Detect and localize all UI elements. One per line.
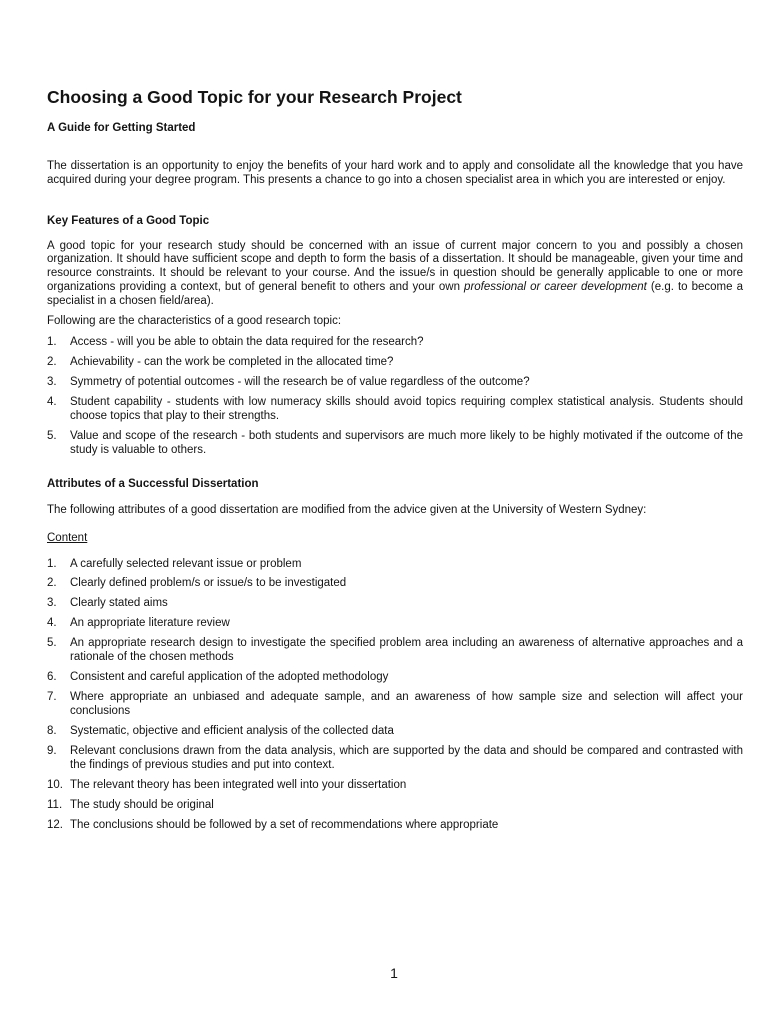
key-features-heading: Key Features of a Good Topic <box>47 214 210 227</box>
list-item-text: A carefully selected relevant issue or problem <box>70 557 302 570</box>
list-item <box>47 617 743 631</box>
key-features-emphasis: professional or career development <box>464 280 647 293</box>
characteristics-intro: Following are the characteristics of a good research topic: <box>47 314 342 327</box>
list-item-number: 11. <box>47 798 63 811</box>
list-item <box>47 671 743 685</box>
list-item-text: Relevant conclusions drawn from the data analysis, which are supported by the data and should be compared and contrasted with the findings of previous studies and put into context. <box>70 744 743 771</box>
list-item-text: An appropriate research design to investigate the specified problem area including an awareness of alternative approaches and a rationale of the chosen methods <box>70 637 743 664</box>
attributes-intro: The following attributes of a good dissertation are modified from the advice given at the University of Western Sydney: <box>47 503 647 516</box>
list-item-number: 6. <box>47 671 57 684</box>
list-item <box>47 597 743 611</box>
list-item <box>47 396 743 424</box>
list-item-text: Symmetry of potential outcomes - will the research be of value regardless of the outcome? <box>70 376 530 389</box>
characteristics-list <box>47 336 743 457</box>
list-item-number: 5. <box>47 430 57 443</box>
list-item <box>47 799 743 813</box>
list-item-text: Achievability - can the work be completed in the allocated time? <box>70 356 394 369</box>
list-item-text: Consistent and careful application of the adopted methodology <box>70 671 389 684</box>
list-item <box>47 637 743 665</box>
key-features-text-after: (e.g. to become a specialist in a chosen field/area). <box>47 280 743 307</box>
list-item-text: Clearly stated aims <box>70 597 168 610</box>
document-subtitle: A Guide for Getting Started <box>47 122 196 134</box>
list-item <box>47 430 743 458</box>
list-item-text: An appropriate literature review <box>70 617 230 630</box>
list-item <box>47 725 743 739</box>
list-item-number: 1. <box>47 557 57 570</box>
list-item <box>47 376 743 390</box>
list-item-text: The relevant theory has been integrated well into your dissertation <box>70 778 407 791</box>
document-page <box>47 86 743 839</box>
attributes-heading: Attributes of a Successful Dissertation <box>47 477 259 490</box>
list-item-number: 3. <box>47 376 57 389</box>
list-item <box>47 558 743 572</box>
list-item-text: Where appropriate an unbiased and adequate sample, and an awareness of how sample size and selection will affect your conclusions <box>70 691 743 717</box>
intro-paragraph: The dissertation is an opportunity to enjoy the benefits of your hard work and to apply and consolidate all the knowledge that you have acquired during your degree program. This presents a chance to go into a chosen specialist area in which you are interested or enjoy. <box>47 160 743 186</box>
list-item <box>47 356 743 370</box>
list-item-number: 3. <box>47 597 57 610</box>
list-item-text: Systematic, objective and efficient analysis of the collected data <box>70 724 394 737</box>
list-item <box>47 819 743 833</box>
list-item-text: Clearly defined problem/s or issue/s to be investigated <box>70 577 347 590</box>
list-item-number: 7. <box>47 691 57 704</box>
key-features-paragraph <box>47 240 743 309</box>
page-number: 1 <box>390 965 398 981</box>
list-item <box>47 577 743 591</box>
list-item-number: 9. <box>47 744 57 757</box>
list-item-number: 5. <box>47 637 57 650</box>
list-item-number: 4. <box>47 396 57 409</box>
list-item <box>47 336 743 350</box>
list-item-number: 2. <box>47 356 57 369</box>
list-item-number: 10. <box>47 778 63 791</box>
list-item-text: Student capability - students with low numeracy skills should avoid topics requiring complex statistical analysis. Students should choose topics that play to their strengths. <box>70 396 743 423</box>
content-label: Content <box>47 531 88 544</box>
list-item-text: The conclusions should be followed by a set of recommendations where appropriate <box>70 818 499 831</box>
list-item-number: 1. <box>47 336 57 349</box>
list-item <box>47 779 743 793</box>
list-item-text: Value and scope of the research - both students and supervisors are much more likely to be highly motivated if the outcome of the study is valuable to others. <box>70 430 743 456</box>
list-item-number: 2. <box>47 577 57 590</box>
list-item <box>47 691 743 719</box>
list-item <box>47 745 743 773</box>
list-item-number: 4. <box>47 617 57 630</box>
key-features-text-before: A good topic for your research study should be concerned with an issue of current major concern to you and possibly a chosen organization. It should have sufficient scope and depth to form the basis of a dissertation. It should be manageable, given your time and resource constraints. It should be relevant to your course. And the issue/s in question should be generally applicable to one or more organizations providing a context, but of general benefit to others and your own <box>47 239 743 293</box>
document-title: Choosing a Good Topic for your Research Project <box>47 87 462 107</box>
list-item-number: 8. <box>47 724 57 737</box>
list-item-text: The study should be original <box>70 798 214 811</box>
attributes-list <box>47 558 743 833</box>
list-item-number: 12. <box>47 818 63 831</box>
list-item-text: Access - will you be able to obtain the data required for the research? <box>70 336 424 349</box>
